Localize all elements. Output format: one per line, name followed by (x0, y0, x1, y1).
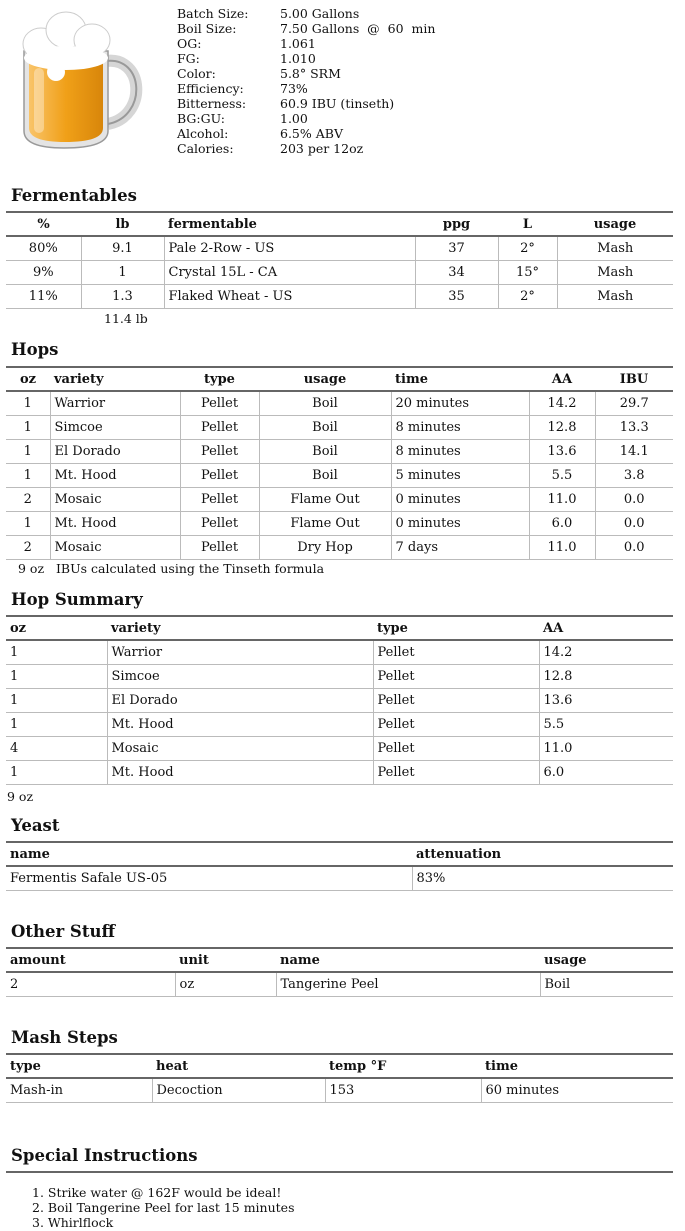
table-row (6, 512, 673, 536)
table-cell: 1 (6, 464, 50, 488)
hops-total (18, 561, 324, 576)
column-header: time (391, 367, 529, 391)
spec-label: Bitterness: (177, 96, 247, 111)
spec-row (177, 96, 435, 111)
table-row (6, 391, 673, 416)
special-divider (6, 1171, 673, 1173)
table-cell: 9.1 (81, 236, 164, 261)
table-cell: Mash (557, 236, 673, 261)
table-cell: Crystal 15L - CA (164, 261, 415, 285)
table-cell: Mt. Hood (107, 761, 373, 785)
table-cell: 80% (6, 236, 81, 261)
table-cell: Flaked Wheat - US (164, 285, 415, 309)
column-header: type (180, 367, 259, 391)
table-cell: 37 (415, 236, 498, 261)
table-cell: Simcoe (50, 416, 180, 440)
spec-label: OG: (177, 36, 202, 51)
spec-value: 1.010 (280, 51, 316, 66)
table-cell: Fermentis Safale US-05 (6, 866, 412, 891)
table-cell: Decoction (152, 1078, 325, 1103)
column-header: % (6, 212, 81, 236)
table-row (6, 440, 673, 464)
column-header: IBU (595, 367, 673, 391)
table-cell: 0.0 (595, 512, 673, 536)
table-cell: 2° (498, 285, 557, 309)
table-cell: oz (175, 972, 276, 997)
table-cell: 153 (325, 1078, 481, 1103)
table-cell: 14.1 (595, 440, 673, 464)
spec-value: 5.00 Gallons (280, 6, 360, 21)
table-cell: 11.0 (529, 488, 595, 512)
list-item: Strike water @ 162F would be ideal! (47, 1185, 282, 1200)
spec-value: 1.00 (280, 111, 308, 126)
column-header: usage (557, 212, 673, 236)
spec-value: 7.50 Gallons @ 60 min (280, 21, 436, 36)
table-cell: 1 (6, 761, 107, 785)
spec-label: Alcohol: (177, 126, 229, 141)
table-cell: Boil (259, 416, 391, 440)
table-cell: 35 (415, 285, 498, 309)
table-cell: Warrior (50, 391, 180, 416)
table-cell: 11% (6, 285, 81, 309)
table-row (6, 488, 673, 512)
table-cell: Pellet (373, 665, 539, 689)
table-cell: 0.0 (595, 536, 673, 560)
table-header-row (6, 367, 673, 391)
table-row (6, 464, 673, 488)
table-cell: Pellet (373, 713, 539, 737)
table-cell: 13.6 (529, 440, 595, 464)
table-cell: Flame Out (259, 512, 391, 536)
table-header-row (6, 616, 673, 640)
table-cell: 1 (6, 713, 107, 737)
spec-value: 5.8° SRM (280, 66, 341, 81)
table-cell: Mosaic (50, 488, 180, 512)
table-cell: 1 (6, 416, 50, 440)
table-row (6, 737, 673, 761)
spec-row (177, 111, 435, 126)
column-header: attenuation (412, 842, 673, 866)
other-stuff-table (6, 947, 673, 997)
table-cell: 4 (6, 737, 107, 761)
special-instructions-heading: Special Instructions (11, 1146, 198, 1165)
table-cell: Pellet (180, 416, 259, 440)
table-row (6, 1078, 673, 1103)
table-cell: 1 (6, 640, 107, 665)
spec-value: 1.061 (280, 36, 316, 51)
table-cell: Pellet (180, 536, 259, 560)
column-header: temp °F (325, 1054, 481, 1078)
special-instructions-list (46, 1185, 295, 1230)
table-cell: 1 (6, 665, 107, 689)
table-cell: 2 (6, 488, 50, 512)
table-row (6, 665, 673, 689)
mash-steps-table (6, 1053, 673, 1103)
ibu-formula-note: IBUs calculated using the Tinseth formula (55, 561, 325, 576)
table-cell: 20 minutes (391, 391, 529, 416)
table-cell: 5 minutes (391, 464, 529, 488)
column-header: type (373, 616, 539, 640)
table-cell: Pellet (373, 737, 539, 761)
table-cell: Pellet (373, 689, 539, 713)
column-header: name (276, 948, 540, 972)
table-cell: 6.0 (539, 761, 673, 785)
table-cell: Pellet (180, 512, 259, 536)
fermentables-heading: Fermentables (11, 186, 137, 205)
table-cell: Boil (540, 972, 673, 997)
table-cell: Mt. Hood (50, 512, 180, 536)
table-cell: 0 minutes (391, 488, 529, 512)
table-cell: 1 (6, 512, 50, 536)
spec-row (177, 81, 435, 96)
table-row (6, 261, 673, 285)
spec-label: Batch Size: (177, 6, 249, 21)
table-row (6, 416, 673, 440)
table-cell: 2 (6, 536, 50, 560)
yeast-heading: Yeast (11, 816, 60, 835)
table-row (6, 866, 673, 891)
table-cell: 13.6 (539, 689, 673, 713)
table-cell: Boil (259, 464, 391, 488)
table-cell: 5.5 (539, 713, 673, 737)
spec-value: 6.5% ABV (280, 126, 343, 141)
column-header: lb (81, 212, 164, 236)
spec-label: Color: (177, 66, 216, 81)
spec-label: FG: (177, 51, 200, 66)
table-cell: 12.8 (539, 665, 673, 689)
fermentables-total: 11.4 lb (104, 311, 148, 326)
hop-summary-table (6, 615, 673, 785)
column-header: AA (539, 616, 673, 640)
spec-label: Efficiency: (177, 81, 244, 96)
table-cell: Mt. Hood (107, 713, 373, 737)
spec-row (177, 21, 435, 36)
table-cell: Mosaic (107, 737, 373, 761)
spec-row (177, 6, 435, 21)
column-header: type (6, 1054, 152, 1078)
table-cell: Simcoe (107, 665, 373, 689)
table-cell: Pellet (180, 391, 259, 416)
table-cell: 6.0 (529, 512, 595, 536)
table-cell: 83% (412, 866, 673, 891)
spec-row (177, 141, 435, 156)
spec-label: BG:GU: (177, 111, 225, 126)
table-cell: 14.2 (529, 391, 595, 416)
table-cell: 0 minutes (391, 512, 529, 536)
column-header: L (498, 212, 557, 236)
table-cell: 1 (81, 261, 164, 285)
spec-row (177, 36, 435, 51)
table-row (6, 972, 673, 997)
yeast-table (6, 841, 673, 891)
table-cell: 29.7 (595, 391, 673, 416)
table-cell: Pellet (180, 464, 259, 488)
column-header: time (481, 1054, 673, 1078)
fermentables-table (6, 211, 673, 309)
column-header: fermentable (164, 212, 415, 236)
table-row (6, 640, 673, 665)
column-header: ppg (415, 212, 498, 236)
mash-steps-heading: Mash Steps (11, 1028, 118, 1047)
hop-summary-heading: Hop Summary (11, 590, 143, 609)
table-cell: Mt. Hood (50, 464, 180, 488)
table-cell: 12.8 (529, 416, 595, 440)
table-cell: Boil (259, 391, 391, 416)
table-cell: 15° (498, 261, 557, 285)
table-cell: 34 (415, 261, 498, 285)
table-cell: 0.0 (595, 488, 673, 512)
table-cell: Warrior (107, 640, 373, 665)
table-cell: Dry Hop (259, 536, 391, 560)
column-header: name (6, 842, 412, 866)
spec-row (177, 126, 435, 141)
list-item: Whirlflock (47, 1215, 114, 1230)
column-header: oz (6, 367, 50, 391)
spec-value: 60.9 IBU (tinseth) (280, 96, 395, 111)
table-cell: Flame Out (259, 488, 391, 512)
table-cell: Pellet (373, 761, 539, 785)
table-cell: 60 minutes (481, 1078, 673, 1103)
table-cell: 2° (498, 236, 557, 261)
table-cell: Tangerine Peel (276, 972, 540, 997)
table-cell: 11.0 (529, 536, 595, 560)
table-cell: 9% (6, 261, 81, 285)
table-cell: Pellet (180, 488, 259, 512)
table-row (6, 285, 673, 309)
table-row (6, 713, 673, 737)
column-header: oz (6, 616, 107, 640)
table-row (6, 236, 673, 261)
table-cell: 3.8 (595, 464, 673, 488)
table-cell: El Dorado (107, 689, 373, 713)
table-cell: Mash (557, 285, 673, 309)
spec-value: 73% (280, 81, 308, 96)
column-header: AA (529, 367, 595, 391)
column-header: unit (175, 948, 276, 972)
hop-summary-total: 9 oz (7, 789, 34, 804)
table-cell: El Dorado (50, 440, 180, 464)
list-item: Boil Tangerine Peel for last 15 minutes (47, 1200, 295, 1215)
table-cell: Pellet (373, 640, 539, 665)
column-header: variety (50, 367, 180, 391)
spec-row (177, 51, 435, 66)
hops-table (6, 366, 673, 560)
table-cell: 13.3 (595, 416, 673, 440)
table-row (6, 689, 673, 713)
table-row (6, 536, 673, 560)
table-header-row (6, 1054, 673, 1078)
table-cell: 5.5 (529, 464, 595, 488)
table-cell: 8 minutes (391, 416, 529, 440)
table-cell: Pellet (180, 440, 259, 464)
column-header: usage (259, 367, 391, 391)
table-header-row (6, 842, 673, 866)
table-cell: Mash (557, 261, 673, 285)
spec-label: Boil Size: (177, 21, 237, 36)
table-cell: 1.3 (81, 285, 164, 309)
spec-row (177, 66, 435, 81)
table-cell: 1 (6, 689, 107, 713)
spec-value: 203 per 12oz (280, 141, 364, 156)
table-cell: Pale 2-Row - US (164, 236, 415, 261)
table-cell: 8 minutes (391, 440, 529, 464)
hops-heading: Hops (11, 340, 59, 359)
other-stuff-heading: Other Stuff (11, 922, 116, 941)
column-header: variety (107, 616, 373, 640)
recipe-specs (177, 6, 435, 156)
spec-label: Calories: (177, 141, 234, 156)
table-cell: 11.0 (539, 737, 673, 761)
table-header-row (6, 948, 673, 972)
table-cell: 2 (6, 972, 175, 997)
table-cell: 14.2 (539, 640, 673, 665)
table-cell: Boil (259, 440, 391, 464)
table-cell: Mosaic (50, 536, 180, 560)
table-cell: 1 (6, 391, 50, 416)
table-cell: 1 (6, 440, 50, 464)
column-header: heat (152, 1054, 325, 1078)
table-cell: 7 days (391, 536, 529, 560)
column-header: usage (540, 948, 673, 972)
hops-total-oz: 9 oz (18, 561, 45, 576)
column-header: amount (6, 948, 175, 972)
table-header-row (6, 212, 673, 236)
table-cell: Mash-in (6, 1078, 152, 1103)
table-row (6, 761, 673, 785)
beer-mug-icon (16, 6, 146, 154)
